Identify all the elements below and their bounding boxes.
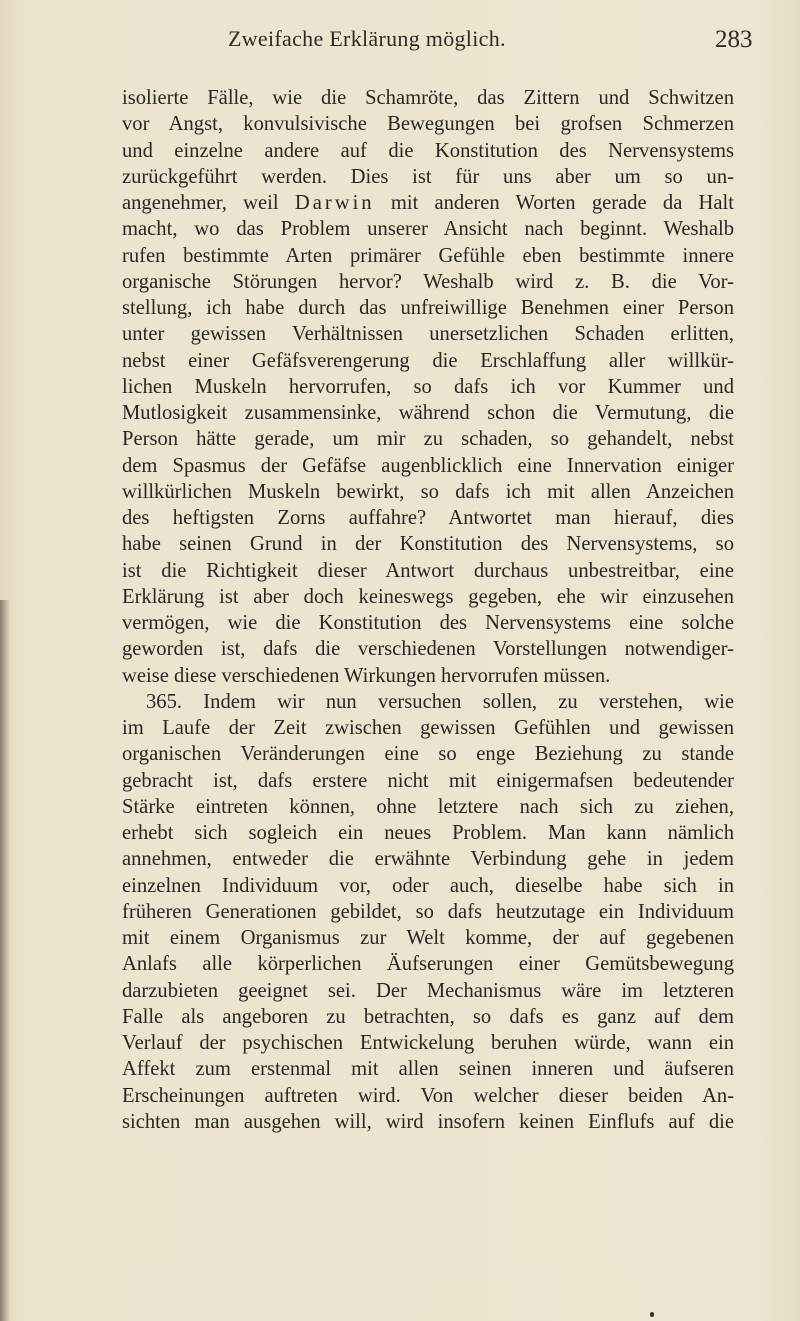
text-line: Falle als angeboren zu betrachten, so dafs es ganz auf dem xyxy=(122,1005,734,1028)
text-line: lichen Muskeln hervorrufen, so dafs ich vor Kummer und xyxy=(122,375,734,398)
text-line: Anlafs alle körperlichen Äufserungen einer Gemütsbewegung xyxy=(122,953,734,976)
page-number: 283 xyxy=(715,26,753,53)
text-line: geworden ist, dafs die verschiedenen Vorstellungen notwendiger- xyxy=(122,638,734,661)
text-line: Mutlosigkeit zusammensinke, während schon die Vermutung, die xyxy=(122,402,734,424)
text-fragment: angenehmer, weil xyxy=(122,192,279,214)
text-line: einzelnen Individuum vor, oder auch, dieselbe habe sich in xyxy=(122,874,734,897)
text-line: annehmen, entweder die erwähnte Verbindung gehe in jedem xyxy=(122,848,734,871)
body-text xyxy=(122,85,734,1135)
text-line: vermögen, wie die Konstitution des Nervensystems eine solche xyxy=(122,612,734,634)
paragraph-start: 365. Indem wir nun versuchen sollen, zu verstehen, wie xyxy=(146,690,734,713)
binding-shadow xyxy=(0,600,10,1321)
text-line: und einzelne andere auf die Konstitution des Nervensystems xyxy=(122,139,734,162)
text-line: unter gewissen Verhältnissen unersetzlichen Schaden erlitten, xyxy=(122,323,734,346)
text-line: im Laufe der Zeit zwischen gewissen Gefühlen und gewissen xyxy=(122,717,734,739)
text-line: Affekt zum erstenmal mit allen seinen inneren und äufseren xyxy=(122,1058,734,1081)
ink-speck xyxy=(650,1312,654,1317)
text-line: sichten man ausgehen will, wird insofern keinen Einflufs auf die xyxy=(122,1110,734,1133)
text-fragment: mit anderen Worten gerade da Halt xyxy=(390,192,735,214)
text-line: organischen Veränderungen eine so enge Beziehung zu stande xyxy=(122,743,734,766)
text-line: erhebt sich sogleich ein neues Problem. Man kann nämlich xyxy=(122,822,734,844)
page-header xyxy=(0,26,800,66)
text-line: willkürlichen Muskeln bewirkt, so dafs ich mit allen Anzeichen xyxy=(122,480,734,503)
text-line: Erscheinungen auftreten wird. Von welcher dieser beiden An- xyxy=(122,1084,734,1107)
text-line: Verlauf der psychischen Entwickelung beruhen würde, wann ein xyxy=(122,1032,734,1054)
text-line: früheren Generationen gebildet, so dafs heutzutage ein Individuum xyxy=(122,900,734,923)
text-line: rufen bestimmte Arten primärer Gefühle eben bestimmte innere xyxy=(122,244,734,267)
text-line: mit einem Organismus zur Welt komme, der auf gegebenen xyxy=(122,927,734,949)
text-line: habe seinen Grund in der Konstitution des Nervensystems, so xyxy=(122,533,734,556)
text-line: nebst einer Gefäfsverengerung die Erschlaffung aller willkür- xyxy=(122,349,734,372)
text-line: organische Störungen hervor? Weshalb wird z. B. die Vor- xyxy=(122,270,734,293)
text-line: stellung, ich habe durch das unfreiwillige Benehmen einer Person xyxy=(122,297,734,319)
running-head: Zweifache Erklärung möglich. xyxy=(228,26,506,51)
text-line: isolierte Fälle, wie die Schamröte, das Zittern und Schwitzen xyxy=(122,87,734,109)
text-line: dem Spasmus der Gefäfse augenblicklich eine Innervation einiger xyxy=(122,454,734,477)
text-line: Stärke eintreten können, ohne letztere nach sich zu ziehen, xyxy=(122,795,734,818)
text-line: Person hätte gerade, um mir zu schaden, so gehandelt, nebst xyxy=(122,428,734,451)
text-line: gebracht ist, dafs erstere nicht mit einigermafsen bedeutender xyxy=(122,769,734,792)
text-line: ist die Richtigkeit dieser Antwort durchaus unbestreitbar, eine xyxy=(122,559,734,582)
spaced-name: Darwin xyxy=(294,192,375,214)
text-line: macht, wo das Problem unserer Ansicht nach beginnt. Weshalb xyxy=(122,218,734,241)
text-line: zurückgeführt werden. Dies ist für uns aber um so un- xyxy=(122,165,734,188)
text-line: vor Angst, konvulsivische Bewegungen bei grofsen Schmerzen xyxy=(122,113,734,136)
text-line xyxy=(122,190,734,216)
text-line: Erklärung ist aber doch keineswegs gegeben, ehe wir einzusehen xyxy=(122,585,734,608)
text-line: weise diese verschiedenen Wirkungen hervorrufen müssen. xyxy=(122,664,611,687)
text-line: des heftigsten Zorns auffahre? Antwortet man hierauf, dies xyxy=(122,507,734,529)
text-line: darzubieten geeignet sei. Der Mechanismus wäre im letzteren xyxy=(122,979,734,1002)
